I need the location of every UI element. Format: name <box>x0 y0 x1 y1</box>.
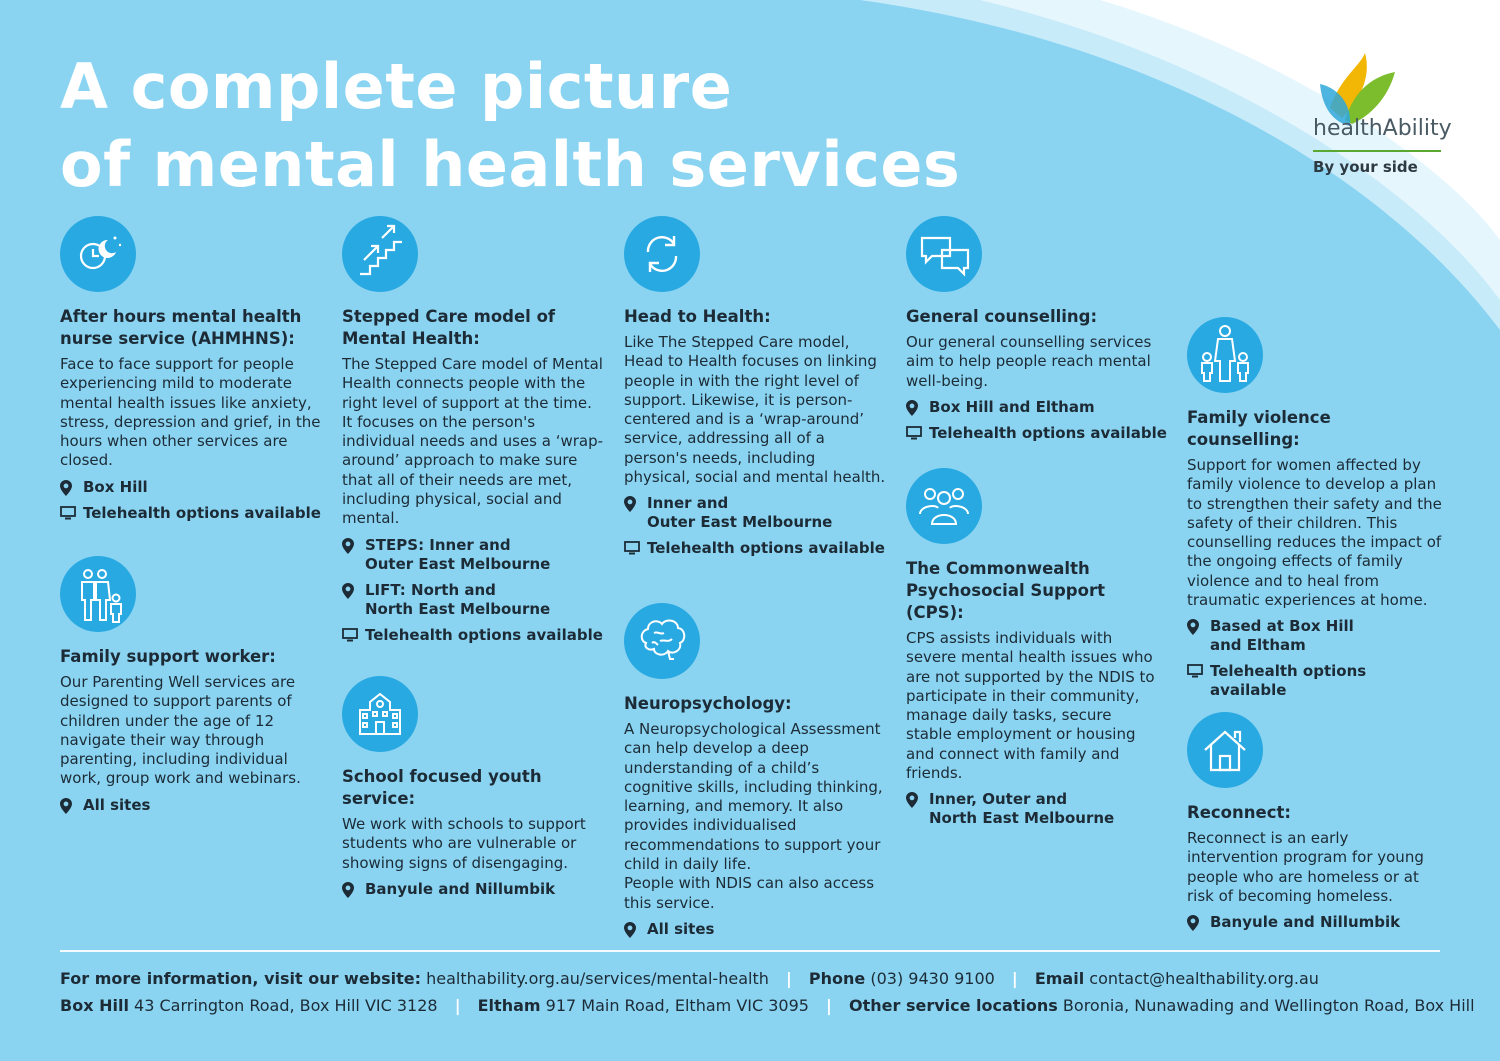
service-title: Stepped Care model of Mental Health: <box>342 307 556 348</box>
service-school-youth <box>342 676 604 899</box>
map-pin-icon <box>342 536 365 554</box>
map-pin-icon <box>342 880 365 898</box>
service-stepped-care <box>342 216 604 645</box>
service-title: Reconnect: <box>1187 803 1291 822</box>
family-icon <box>60 556 136 632</box>
map-pin-icon <box>60 796 83 814</box>
location: Inner and Outer East Melbourne <box>624 494 886 532</box>
map-pin-icon <box>624 920 647 938</box>
service-description: The Stepped Care model of Mental Health connects people with the right level of support at the time. It focuses on the person's individual needs and uses a ‘wrap-around’ approach to make sure that all of their needs are met, including physical, social and mental. <box>342 355 604 528</box>
logo-wordmark: healthAbility <box>1313 116 1452 141</box>
location: Based at Box Hill and Eltham <box>1187 617 1443 655</box>
service-title: The Commonwealth Psychosocial Support (CPS): <box>906 559 1105 622</box>
footer-address-line: Box Hill 43 Carrington Road, Box Hill VIC 3128 | Eltham 917 Main Road, Eltham VIC 3095 | Other service locations Boronia, Nunawading and Wellington Road, Box Hill <box>60 996 1475 1015</box>
location: Box Hill and Eltham <box>906 398 1168 417</box>
location: Inner, Outer and North East Melbourne <box>906 790 1162 828</box>
website-link[interactable]: healthability.org.au/services/mental-health <box>426 969 769 988</box>
telehealth-note: Telehealth options available <box>60 504 322 523</box>
service-neuropsychology <box>624 603 886 939</box>
service-ahmhns <box>60 216 322 523</box>
telehealth-note: Telehealth options available <box>342 626 604 645</box>
location: LIFT: North and North East Melbourne <box>342 581 604 619</box>
service-title: Neuropsychology: <box>624 694 792 713</box>
service-description: Support for women affected by family violence to develop a plan to strengthen their safety and the safety of their children. This counselling reduces the impact of the ongoing effects of family violence and to heal from traumatic experiences at home. <box>1187 456 1442 610</box>
service-description: Face to face support for people experiencing mild to moderate mental health issues like anxiety, stress, depression and grief, in the hours when other services are closed. <box>60 355 321 470</box>
service-family-support <box>60 556 322 815</box>
stairs-icon <box>342 216 418 292</box>
service-title: Family violence counselling: <box>1187 408 1331 449</box>
service-note: People with NDIS can also access this service. <box>624 874 875 912</box>
service-title: School focused youth service: <box>342 767 542 808</box>
footer-divider <box>60 950 1440 952</box>
map-pin-icon <box>60 478 83 496</box>
service-cps <box>906 468 1162 828</box>
telehealth-note: Telehealth options available <box>1187 662 1443 700</box>
map-pin-icon <box>624 494 647 512</box>
page-title: A complete picture of mental health services <box>60 50 961 201</box>
telehealth-note: Telehealth options available <box>906 424 1168 443</box>
map-pin-icon <box>906 398 929 416</box>
refresh-icon <box>624 216 700 292</box>
service-reconnect <box>1187 712 1443 932</box>
group-icon <box>906 468 982 544</box>
map-pin-icon <box>906 790 929 808</box>
monitor-icon <box>1187 662 1210 678</box>
map-pin-icon <box>1187 617 1210 635</box>
location: All sites <box>60 796 322 815</box>
service-description: Like The Stepped Care model, Head to Health focuses on linking people in with the right level of support. Likewise, it is person-centered and is a ‘wrap-around’ service, addressing all of a person's needs, including physical, social and mental health. <box>624 333 886 487</box>
service-title: After hours mental health nurse service (AHMHNS): <box>60 307 302 348</box>
monitor-icon <box>342 626 365 642</box>
service-description: Reconnect is an early intervention program for young people who are homeless or at risk of becoming homeless. <box>1187 829 1424 905</box>
service-title: General counselling: <box>906 307 1098 326</box>
logo-underline <box>1313 150 1441 152</box>
monitor-icon <box>906 424 929 440</box>
service-description: Our Parenting Well services are designed to support parents of children under the age of 12 navigate their way through parenting, including individual work, group work and webinars. <box>60 673 301 788</box>
location: STEPS: Inner and Outer East Melbourne <box>342 536 604 574</box>
email-link[interactable]: contact@healthability.org.au <box>1089 969 1319 988</box>
service-title: Head to Health: <box>624 307 771 326</box>
phone-number[interactable]: (03) 9430 9100 <box>870 969 995 988</box>
house-icon <box>1187 712 1263 788</box>
service-description: A Neuropsychological Assessment can help develop a deep understanding of a child’s cognitive skills, including thinking, learning, and memory. It also provides individualised recommendations to support your child in daily life. <box>624 720 883 874</box>
logo-tagline: By your side <box>1313 158 1418 176</box>
location: Banyule and Nillumbik <box>342 880 604 899</box>
mother-children-icon <box>1187 317 1263 393</box>
service-title: Family support worker: <box>60 647 276 666</box>
service-description: We work with schools to support students who are vulnerable or showing signs of disengaging. <box>342 815 586 872</box>
brain-icon <box>624 603 700 679</box>
service-description: CPS assists individuals with severe mental health issues who are not supported by the NDIS to participate in their community, manage daily tasks, secure stable employment or housing and connect with family and friends. <box>906 629 1155 783</box>
telehealth-note: Telehealth options available <box>624 539 886 558</box>
clock-moon-icon <box>60 216 136 292</box>
map-pin-icon <box>342 581 365 599</box>
map-pin-icon <box>1187 913 1210 931</box>
location: All sites <box>624 920 886 939</box>
school-icon <box>342 676 418 752</box>
location: Banyule and Nillumbik <box>1187 913 1443 932</box>
location: Box Hill <box>60 478 322 497</box>
service-description: Our general counselling services aim to help people reach mental well-being. <box>906 333 1152 390</box>
service-head-to-health <box>624 216 886 558</box>
chat-bubbles-icon <box>906 216 982 292</box>
monitor-icon <box>60 504 83 520</box>
service-family-violence <box>1187 317 1443 700</box>
service-general-counselling <box>906 216 1168 443</box>
footer-contact-line: For more information, visit our website: healthability.org.au/services/mental-health | Phone (03) 9430 9100 | Email contact@healthability.org.au <box>60 969 1319 988</box>
monitor-icon <box>624 539 647 555</box>
